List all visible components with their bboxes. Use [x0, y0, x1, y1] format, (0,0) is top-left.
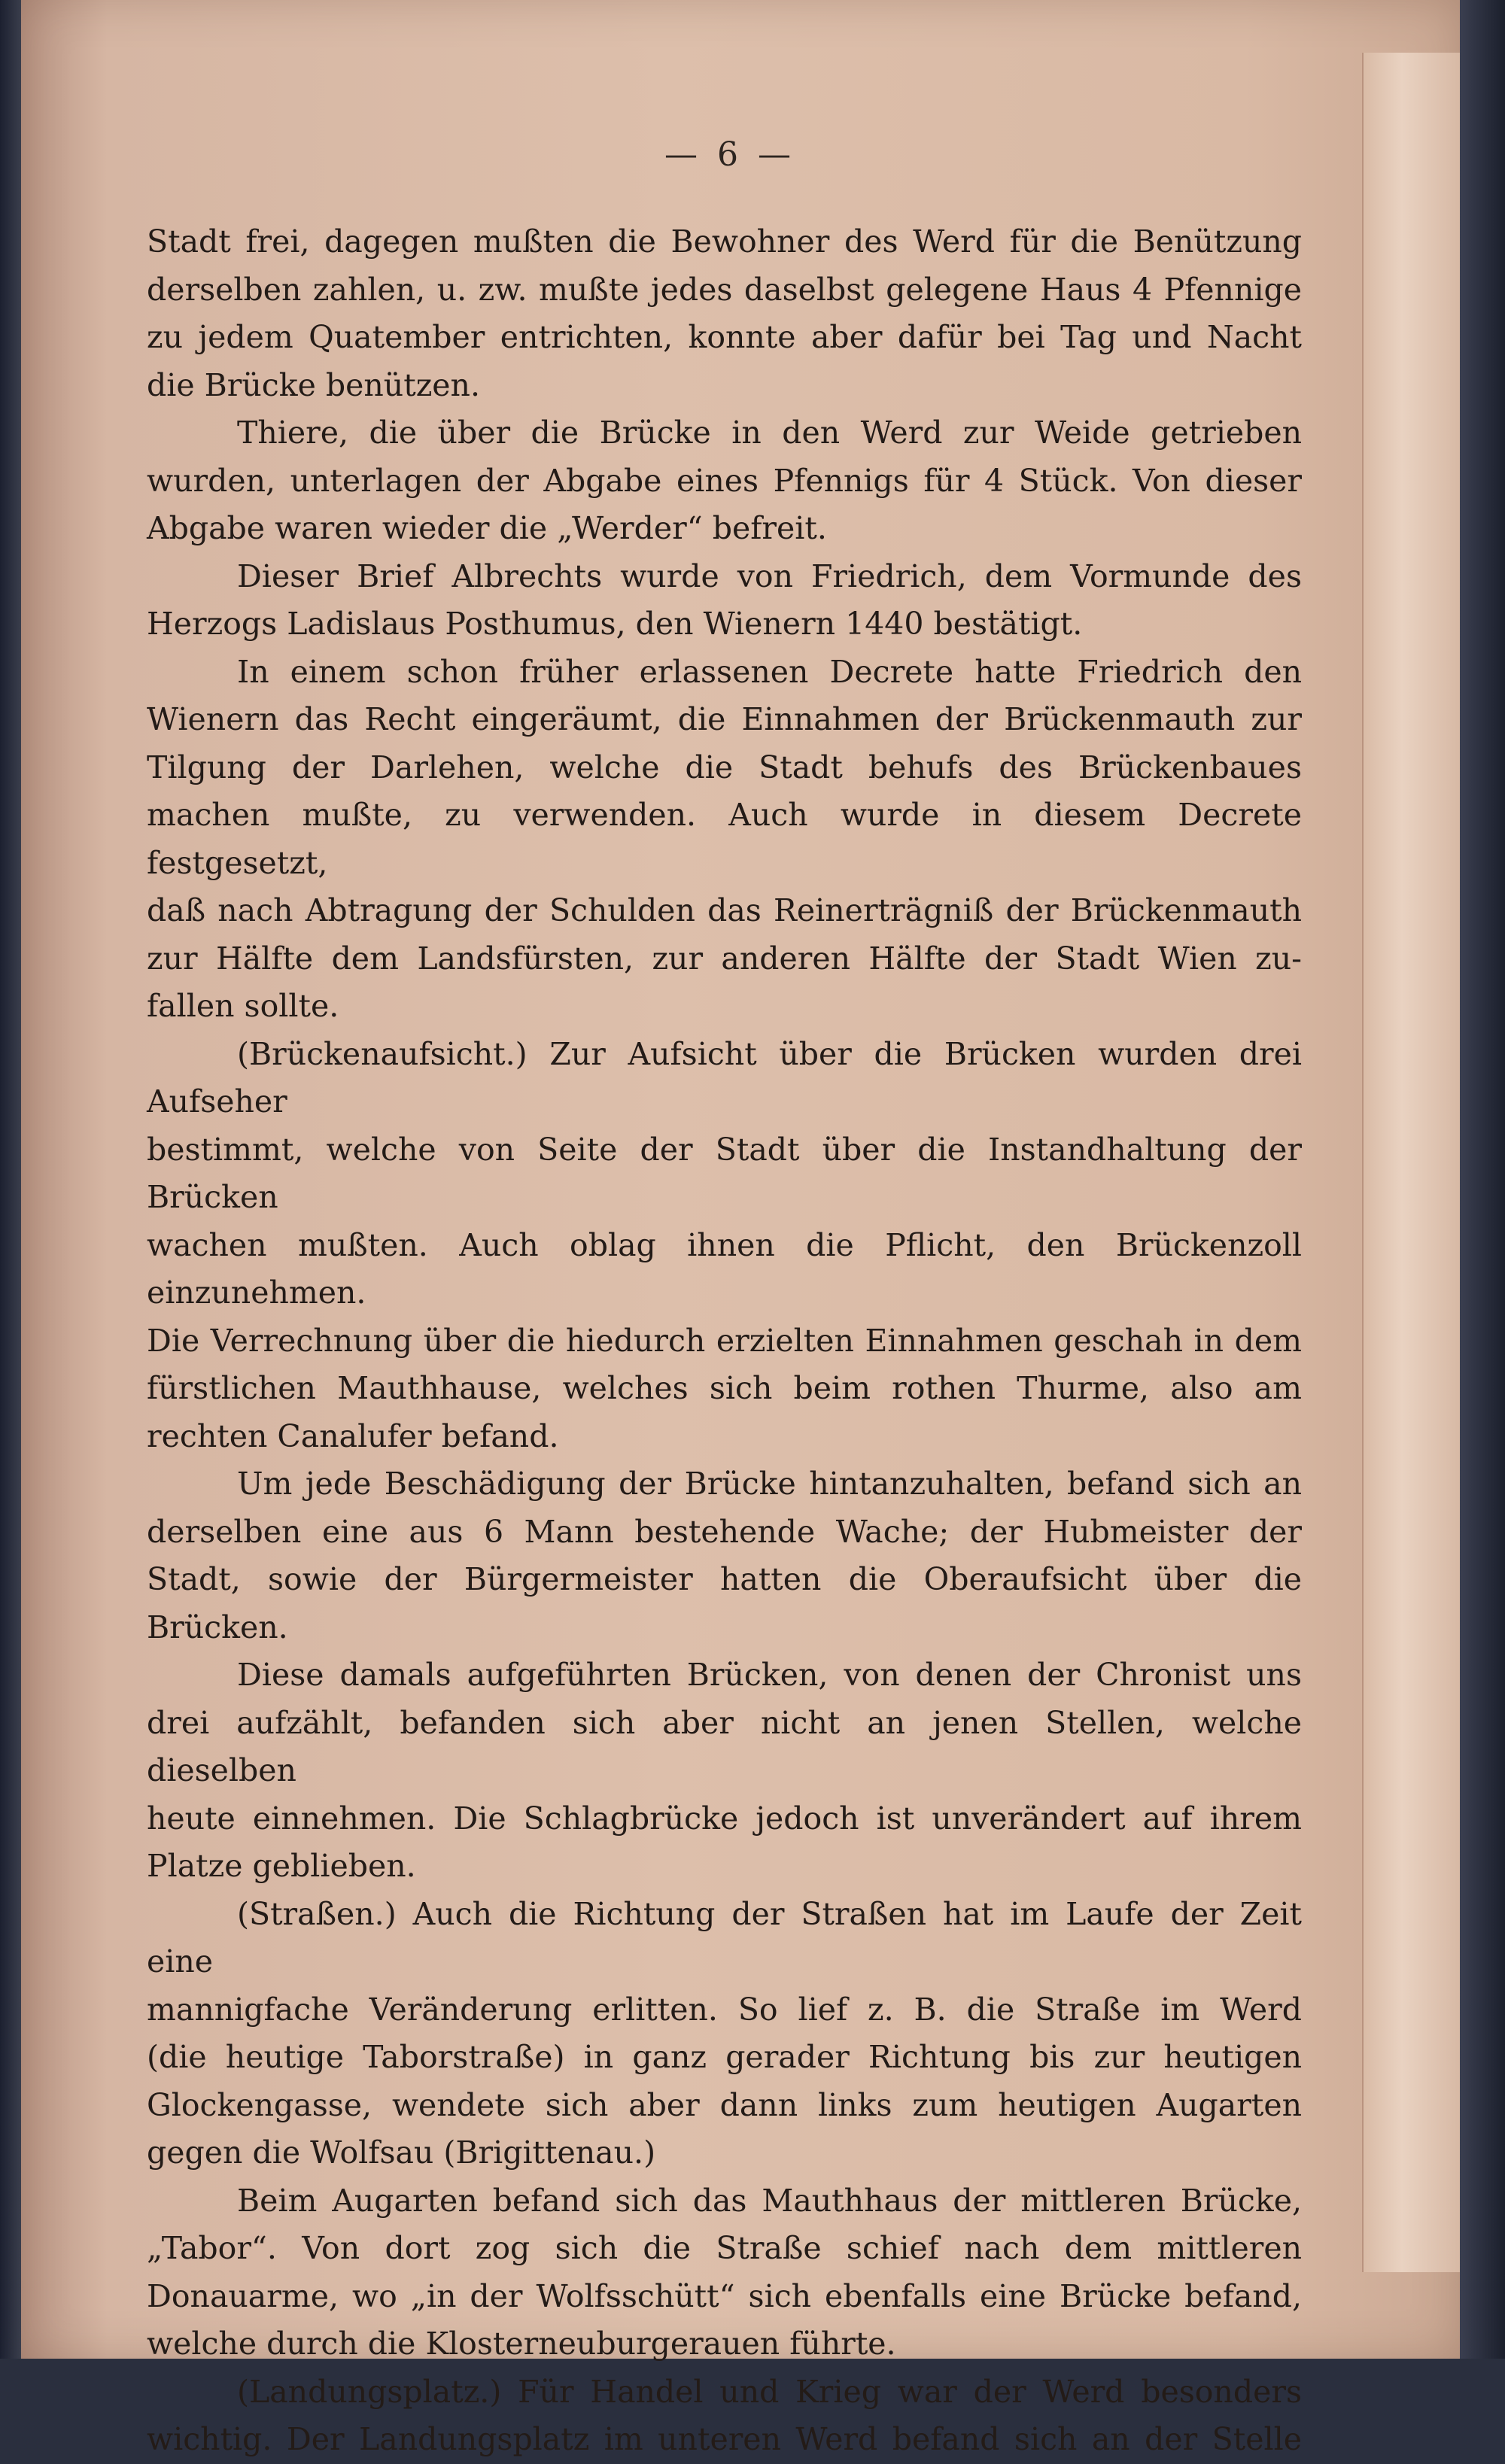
text-line: Platze geblieben. — [147, 1848, 416, 1884]
text-line: Abgabe waren wieder die „Werder“ befreit. — [147, 510, 827, 546]
text-line: gegen die Wolfsau (Brigittenau.) — [147, 2134, 656, 2171]
text-line: Stadt frei, dagegen mußten die Bewohner des Werd für die Benützung — [147, 223, 1302, 260]
text-line: Tilgung der Darlehen, welche die Stadt behufs des Brückenbaues — [147, 749, 1302, 785]
text-line: (Straßen.) Auch die Richtung der Straßen hat im Laufe der Zeit eine — [147, 1895, 1302, 1979]
text-line: derselben zahlen, u. zw. mußte jedes daselbst gelegene Haus 4 Pfennige — [147, 271, 1302, 308]
text-line: wurden, unterlagen der Abgabe eines Pfennigs für 4 Stück. Von dieser — [147, 462, 1302, 499]
text-line: (Landungsplatz.) Für Handel und Krieg war der Werd besonders — [237, 2373, 1302, 2410]
text-line: fallen sollte. — [147, 988, 339, 1024]
text-line: Thiere, die über die Brücke in den Werd zur Weide getrieben — [237, 415, 1302, 451]
text-line: welche durch die Klosterneuburgerauen führte. — [147, 2326, 896, 2362]
text-line: (Brückenaufsicht.) Zur Aufsicht über die Brücken wurden drei Aufseher — [147, 1035, 1302, 1120]
book-binding-left — [0, 0, 21, 2359]
text-line: rechten Canalufer befand. — [147, 1417, 559, 1454]
text-line: Um jede Beschädigung der Brücke hintanzuhalten, befand sich an — [237, 1466, 1302, 1502]
text-line: drei aufzählt, befanden sich aber nicht an jenen Stellen, welche dieselben — [147, 1704, 1302, 1788]
paragraph — [147, 2368, 1302, 2464]
paragraph — [147, 409, 1302, 553]
text-line: Dieser Brief Albrechts wurde von Friedrich, dem Vormunde des — [237, 558, 1302, 594]
body-text — [147, 218, 1302, 2464]
text-line: zu jedem Quatember entrichten, konnte aber dafür bei Tag und Nacht — [147, 319, 1302, 355]
page-number: — 6 — — [664, 135, 795, 174]
text-line: heute einnehmen. Die Schlagbrücke jedoch ist unverändert auf ihrem — [147, 1800, 1302, 1837]
text-line: bestimmt, welche von Seite der Stadt über die Instandhaltung der Brücken — [147, 1131, 1302, 1215]
book-binding-right — [1460, 0, 1505, 2359]
text-line: wichtig. Der Landungsplatz im unteren Werd befand sich an der Stelle — [147, 2421, 1302, 2457]
paragraph — [147, 1031, 1302, 1461]
text-line: Stadt, sowie der Bürgermeister hatten die Oberaufsicht über die Brücken. — [147, 1561, 1302, 1645]
text-line: derselben eine aus 6 Mann bestehende Wache; der Hubmeister der — [147, 1513, 1302, 1550]
paragraph — [147, 1891, 1302, 2177]
paragraph — [147, 218, 1302, 409]
text-line: „Tabor“. Von dort zog sich die Straße schief nach dem mittleren — [147, 2230, 1302, 2266]
text-line: Diese damals aufgeführten Brücken, von denen der Chronist uns — [237, 1657, 1302, 1693]
text-line: (die heutige Taborstraße) in ganz gerader Richtung bis zur heutigen — [147, 2039, 1302, 2075]
text-line: die Brücke benützen. — [147, 366, 480, 403]
paragraph — [147, 553, 1302, 649]
paragraph — [147, 1651, 1302, 1891]
paragraph — [147, 2177, 1302, 2368]
text-line: In einem schon früher erlassenen Decrete hatte Friedrich den — [237, 653, 1302, 690]
text-line: machen mußte, zu verwenden. Auch wurde in diesem Decrete festgesetzt, — [147, 797, 1302, 881]
text-line: Wienern das Recht eingeräumt, die Einnahmen der Brückenmauth zur — [147, 701, 1302, 737]
paragraph — [147, 649, 1302, 1031]
text-line: wachen mußten. Auch oblag ihnen die Pflicht, den Brückenzoll einzunehmen. — [147, 1226, 1302, 1311]
text-line: Die Verrechnung über die hiedurch erzielten Einnahmen geschah in dem — [147, 1322, 1302, 1359]
paragraph — [147, 1460, 1302, 1651]
text-line: Donauarme, wo „in der Wolfsschütt“ sich ebenfalls eine Brücke befand, — [147, 2277, 1302, 2314]
text-line: zur Hälfte dem Landsfürsten, zur anderen Hälfte der Stadt Wien zu- — [147, 940, 1302, 977]
text-line: mannigfache Veränderung erlitten. So lief z. B. die Straße im Werd — [147, 1991, 1302, 2028]
text-line: fürstlichen Mauthhause, welches sich beim rothen Thurme, also am — [147, 1370, 1302, 1406]
next-page-edge — [1362, 53, 1460, 2272]
text-line: Glockengasse, wendete sich aber dann links zum heutigen Augarten — [147, 2086, 1302, 2123]
text-line: Beim Augarten befand sich das Mauthhaus der mittleren Brücke, — [237, 2182, 1302, 2219]
text-line: Herzogs Ladislaus Posthumus, den Wienern 1440 bestätigt. — [147, 606, 1083, 642]
text-line: daß nach Abtragung der Schulden das Reinerträgniß der Brückenmauth — [147, 892, 1302, 928]
